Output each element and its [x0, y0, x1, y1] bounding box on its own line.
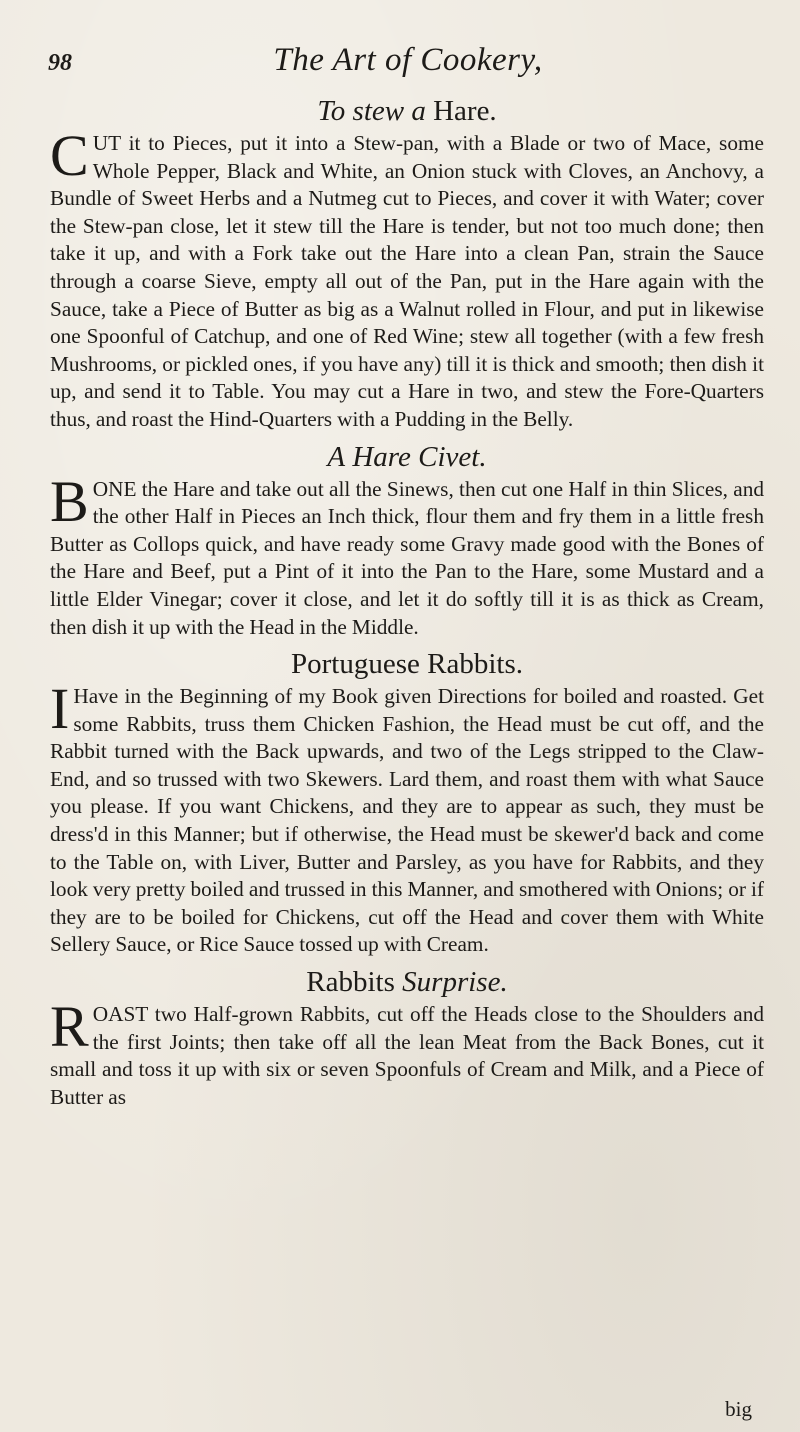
recipe-body: it to Pieces, put it into a Stew-pan, with a Blade or two of Mace, some Whole Pepper, Black and White, an Onion stuck with Cloves, an Anchovy, a Bundle of Sweet Herbs and a Nutmeg cut to Pieces, and cover it with Water; cover the Stew-pan close, let it stew till the Hare is tender, but not too much done; then take it up, and with a Fork take out the Hare into a clean Pan, strain the Sauce through a coarse Sieve, empty all out of the Pan, put in the Hare again with the Sauce, take a Piece of Butter as big as a Walnut rolled in Flour, and put in likewise one Spoonful of Catchup, and one of Red Wine; stew all together (with a few fresh Mushrooms, or pickled ones, if you have any) till it is thick and smooth; then dish it up, and send it to Table. You may cut a Hare in two, and stew the Fore-Quarters thus, and roast the Hind-Quarters with a Pudding in the Belly. — [50, 131, 764, 431]
recipe-text — [50, 123, 764, 434]
recipe-title-main: Portuguese Rabbits. — [291, 648, 523, 681]
recipe-title-prefix: To stew a — [317, 95, 426, 127]
running-title: The Art of Cookery, — [273, 42, 543, 78]
recipe-title — [50, 647, 764, 681]
recipe-title — [50, 965, 764, 999]
drop-cap: B — [50, 468, 89, 534]
page-content — [50, 92, 764, 1117]
recipe-text — [50, 676, 764, 959]
recipe-body: two Half-grown Rabbits, cut off the Heads close to the Shoulders and the first Joints; then take off all the lean Meat from the Back Bones, cut it small and toss it up with six or seven Spoonfuls of Cream and Milk, and a Piece of Butter as — [50, 1002, 764, 1109]
recipe-title-prefix: Rabbits — [306, 966, 395, 999]
running-head — [48, 42, 768, 82]
recipe-stew-hare — [50, 94, 764, 434]
drop-cap: R — [50, 994, 89, 1060]
recipe-title — [50, 94, 764, 128]
recipe-portuguese-rabbits — [50, 647, 764, 959]
page-number: 98 — [48, 50, 72, 76]
recipe-body: the Hare and take out all the Sinews, then cut one Half in thin Slices, and the other Half in Pieces an Inch thick, flour them and fry them in a little fresh Butter as Collops quick, and have ready some Gravy made good with the Bones of the Hare and Beef, put a Pint of it into the Pan to the Hare, some Mustard and a little Elder Vinegar; cover it close, and let it do softly till it is as thick as Cream, then dish it up with the Head in the Middle. — [50, 476, 764, 639]
recipe-text — [50, 468, 764, 642]
recipe-title-main: Surprise. — [402, 966, 508, 999]
drop-cap: I — [50, 676, 70, 742]
drop-cap: C — [50, 123, 89, 188]
recipe-title-main: Hare Civet. — [352, 440, 487, 473]
recipe-title-main: Hare. — [433, 95, 497, 127]
recipe-title — [50, 440, 764, 474]
catchword: big — [725, 1397, 752, 1421]
recipe-text — [50, 994, 764, 1111]
recipe-body: Have in the Beginning of my Book given Directions for boiled and roasted. Get some Rabbits, truss them Chicken Fashion, the Head must be cut off, and the Rabbit turned with the Back upwards, and two of the Legs stripped to the Claw-End, and so trussed with two Skewers. Lard them, and roast them with what Sauce you please. If you want Chickens, and they are to appear as such, they must be dress'd in this Manner; but if otherwise, the Head must be skewer'd back and come to the Table on, with Liver, Butter and Parsley, as you have for Rabbits, and they look very pretty boiled and trussed in this Manner, and smothered with Onions; or if they are to be boiled for Chickens, cut off the Head and cover them with White Sellery Sauce, or Rice Sauce tossed up with Cream. — [50, 684, 764, 957]
recipe-rabbits-surprise — [50, 965, 764, 1111]
recipe-hare-civet — [50, 440, 764, 642]
recipe-title-prefix: A — [327, 440, 346, 473]
lead-word: OAST — [92, 1002, 148, 1027]
lead-word: ONE — [92, 476, 137, 501]
lead-word: UT — [92, 131, 121, 155]
